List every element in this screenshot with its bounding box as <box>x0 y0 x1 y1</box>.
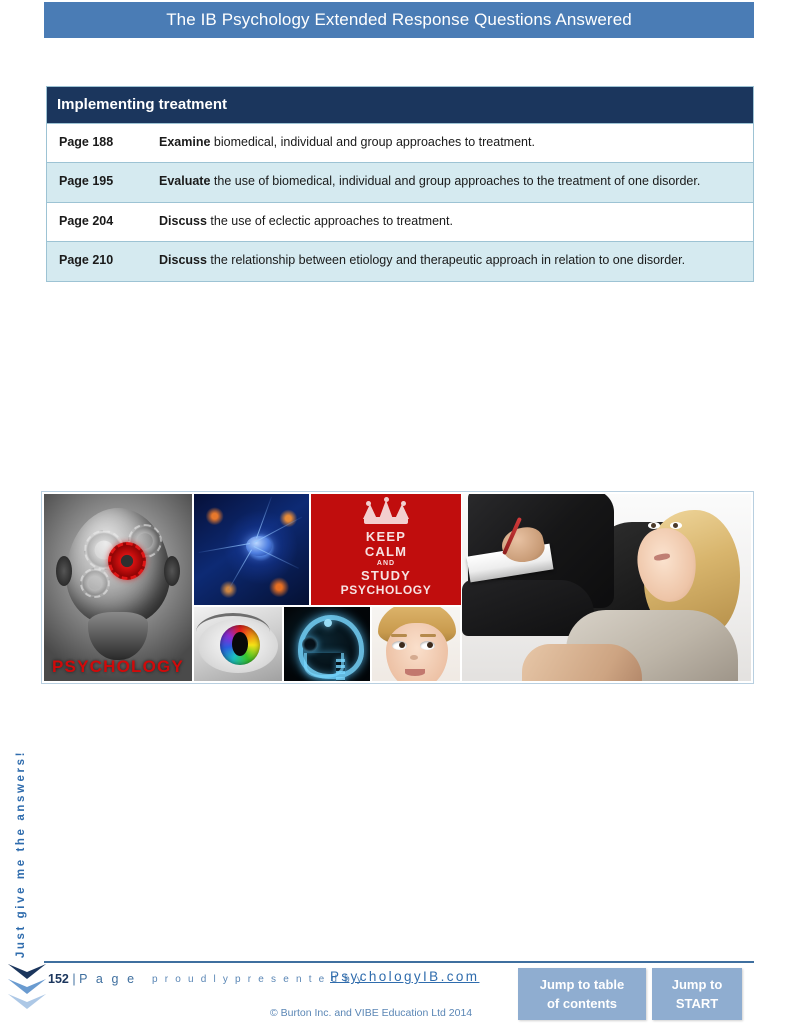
skull-eye-socket-shape <box>302 637 318 652</box>
table-cell-description <box>159 212 745 231</box>
description-text: the use of eclectic approaches to treatment. <box>206 213 453 228</box>
gears-head-image <box>44 494 192 681</box>
table-cell-description <box>159 133 745 152</box>
jump-start-line2: START <box>675 996 719 1011</box>
table-cell-description <box>159 251 745 270</box>
dendrite-shape <box>228 550 252 590</box>
poster-line-calm: CALM <box>364 544 408 560</box>
poster-line-keep: KEEP <box>365 529 407 544</box>
table-cell-page: Page 204 <box>59 213 114 228</box>
nose-shape <box>410 655 418 660</box>
table-cell-description <box>159 172 745 191</box>
description-text: the use of biomedical, individual and group approaches to the treatment of one disorder. <box>210 174 701 189</box>
pupil-shape <box>427 642 433 648</box>
eyebrow-shape <box>391 634 407 637</box>
side-label-text: Just give me the answers! <box>15 749 27 958</box>
head-ear-left-shape <box>56 556 72 586</box>
dendrite-shape <box>199 543 250 553</box>
therapy-session-image <box>462 494 751 681</box>
head-ear-right-shape <box>164 556 180 586</box>
rainbow-eye-image <box>194 607 282 681</box>
mouth-shape <box>405 669 425 676</box>
pupil-shape <box>673 523 678 528</box>
page-number-separator: | <box>72 972 76 986</box>
poster-line-psychology: PSYCHOLOGY <box>340 583 432 598</box>
table-cell-page: Page 188 <box>59 135 114 149</box>
jump-start-line1: Jump to <box>671 976 723 992</box>
dendrite-shape <box>256 497 272 539</box>
chevron-down-icon <box>8 964 46 1018</box>
command-term: Evaluate <box>159 174 211 189</box>
neurons-image <box>194 494 309 605</box>
table-cell-page: Page 195 <box>59 174 114 189</box>
table-row[interactable] <box>47 123 753 162</box>
psychology-caption: PSYCHOLOGY <box>52 657 184 676</box>
command-term: Discuss <box>159 253 207 268</box>
command-term: Discuss <box>159 213 207 228</box>
page-title: The IB Psychology Extended Response Questions Answered <box>166 10 632 29</box>
xray-skull-image <box>284 607 370 681</box>
skull-highlight-shape <box>324 619 332 627</box>
spine-shape <box>336 659 345 681</box>
gear-icon <box>80 568 110 598</box>
poster-line-and: AND <box>376 559 396 567</box>
description-text: biomedical, individual and group approaches to treatment. <box>210 135 535 149</box>
jump-toc-line2: of contents <box>546 996 618 1011</box>
copyright-text: © Burton Inc. and VIBE Education Ltd 2014 <box>270 1007 473 1019</box>
poster-line-study: STUDY <box>360 567 412 583</box>
jump-to-start-button[interactable] <box>652 968 742 1020</box>
girl-looking-up-image <box>372 607 460 681</box>
head-neck-shape <box>88 612 148 660</box>
client-arm-shape <box>522 644 642 681</box>
table-row[interactable] <box>47 241 753 280</box>
brand-website-link[interactable]: PsychologyIB.com <box>330 969 480 984</box>
pupil-shape <box>399 642 405 648</box>
presented-by-text: p r o u d l y p r e s e n t e d b y <box>152 974 365 985</box>
eyelash-shape <box>196 613 270 632</box>
dendrite-shape <box>254 546 299 569</box>
page-word: P a g e <box>79 972 137 986</box>
questions-table <box>46 86 754 282</box>
table-cell-page: Page 210 <box>59 253 114 268</box>
vertical-side-label <box>8 672 34 958</box>
pupil-shape <box>232 632 248 656</box>
pupil-shape <box>651 523 656 528</box>
keep-calm-poster-image <box>311 494 461 605</box>
page-number-value: 152 <box>48 972 69 986</box>
jump-toc-line1: Jump to table <box>539 976 625 992</box>
crown-icon <box>362 500 410 524</box>
page-title-banner <box>44 2 754 38</box>
footer-divider <box>44 961 754 963</box>
table-row[interactable] <box>47 162 753 201</box>
description-text: the relationship between etiology and therapeutic approach in relation to one disorder. <box>206 253 686 268</box>
command-term: Examine <box>159 135 211 149</box>
red-gear-icon <box>108 542 146 580</box>
image-collage <box>41 491 754 684</box>
jump-to-table-of-contents-button[interactable] <box>518 968 646 1020</box>
table-header: Implementing treatment <box>47 87 753 123</box>
eyebrow-shape <box>420 634 436 637</box>
table-row[interactable] <box>47 202 753 241</box>
page-number <box>48 972 137 986</box>
